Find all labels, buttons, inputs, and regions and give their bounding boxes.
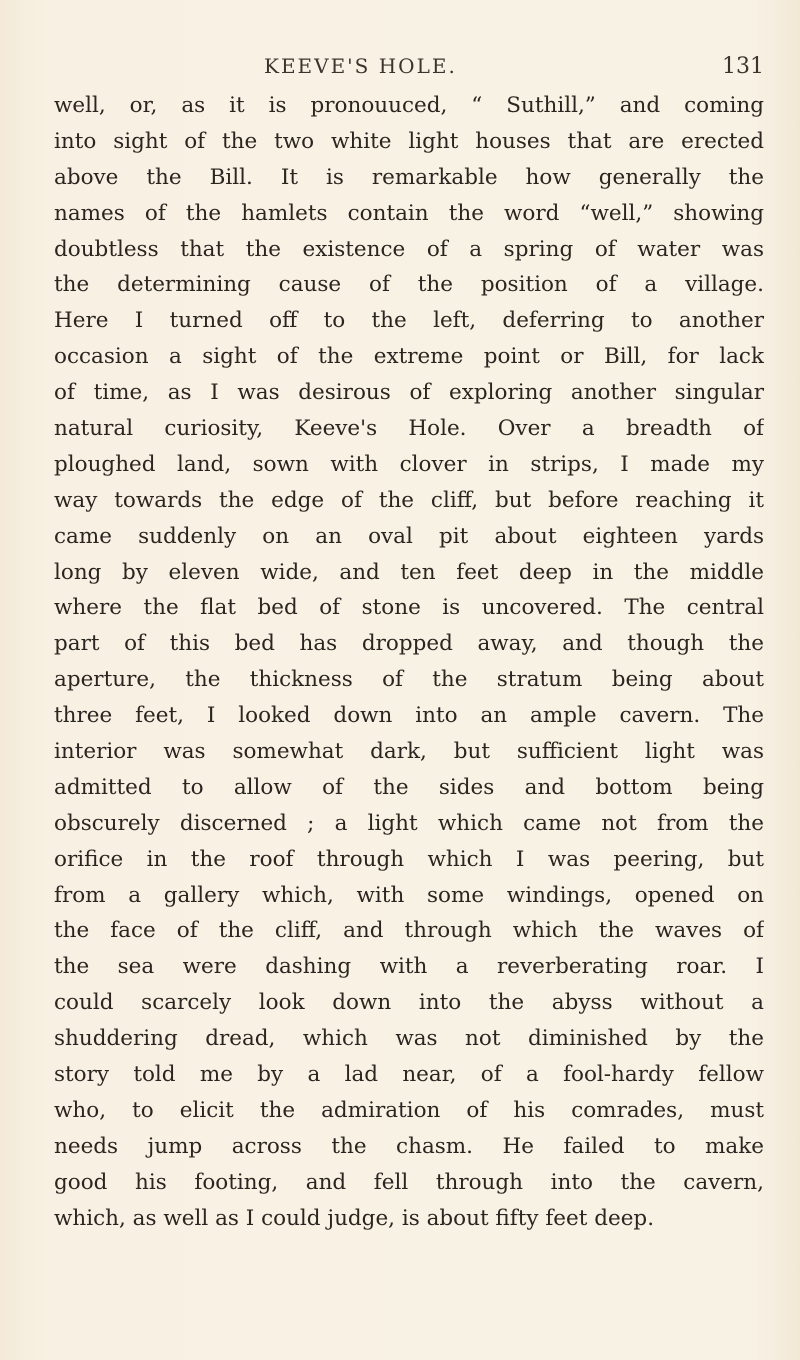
text-line: came suddenly on an oval pit about eighteen yards [54, 523, 764, 549]
text-line: obscurely discerned ; a light which came not from the [54, 810, 764, 836]
page-number: 131 [722, 54, 764, 79]
text-line: ploughed land, sown with clover in strips, I made my [54, 451, 764, 477]
text-line: of time, as I was desirous of exploring another singular [54, 380, 764, 406]
text-line: long by eleven wide, and ten feet deep in the middle [54, 559, 764, 585]
text-line: names of the hamlets contain the word “well,” showing [54, 200, 764, 226]
text-line: good his footing, and fell through into the cavern, [54, 1169, 764, 1195]
running-title: KEEVE'S HOLE. [264, 54, 457, 78]
text-line: three feet, I looked down into an ample cavern. The [54, 703, 764, 729]
text-line: which, as well as I could judge, is about fifty feet deep. [54, 1205, 655, 1231]
text-line: aperture, the thickness of the stratum being about [54, 667, 764, 693]
text-line: orifice in the roof through which I was peering, but [54, 846, 764, 872]
text-line: interior was somewhat dark, but sufficient light was [54, 739, 764, 765]
text-line: from a gallery which, with some windings, opened on [54, 882, 764, 908]
text-line: needs jump across the chasm. He failed to make [54, 1133, 764, 1159]
text-line: Here I turned off to the left, deferring to another [54, 308, 764, 334]
text-line: doubtless that the existence of a spring of water was [54, 236, 764, 262]
text-line: where the flat bed of stone is uncovered. The central [54, 595, 764, 621]
text-line: the face of the cliff, and through which the waves of [54, 918, 764, 944]
body-paragraph [54, 88, 764, 1237]
text-line: who, to elicit the admiration of his comrades, must [54, 1097, 764, 1123]
text-line: into sight of the two white light houses that are erected [54, 128, 764, 154]
text-line: natural curiosity, Keeve's Hole. Over a breadth of [54, 416, 764, 442]
running-head [0, 54, 800, 88]
text-line: could scarcely look down into the abyss without a [54, 990, 764, 1016]
text-line: the determining cause of the position of a village. [54, 272, 764, 298]
text-line: part of this bed has dropped away, and though the [54, 631, 764, 657]
text-line: above the Bill. It is remarkable how generally the [54, 164, 764, 190]
text-line: way towards the edge of the cliff, but before reaching it [54, 487, 764, 513]
text-line: the sea were dashing with a reverberating roar. I [54, 954, 764, 980]
text-line: shuddering dread, which was not diminished by the [54, 1026, 764, 1052]
text-line: occasion a sight of the extreme point or Bill, for lack [54, 344, 764, 370]
text-line: story told me by a lad near, of a fool-hardy fellow [54, 1062, 764, 1088]
text-line: well, or, as it is pronouuced, “ Suthill,” and coming [54, 93, 764, 118]
text-line: admitted to allow of the sides and bottom being [54, 774, 764, 800]
